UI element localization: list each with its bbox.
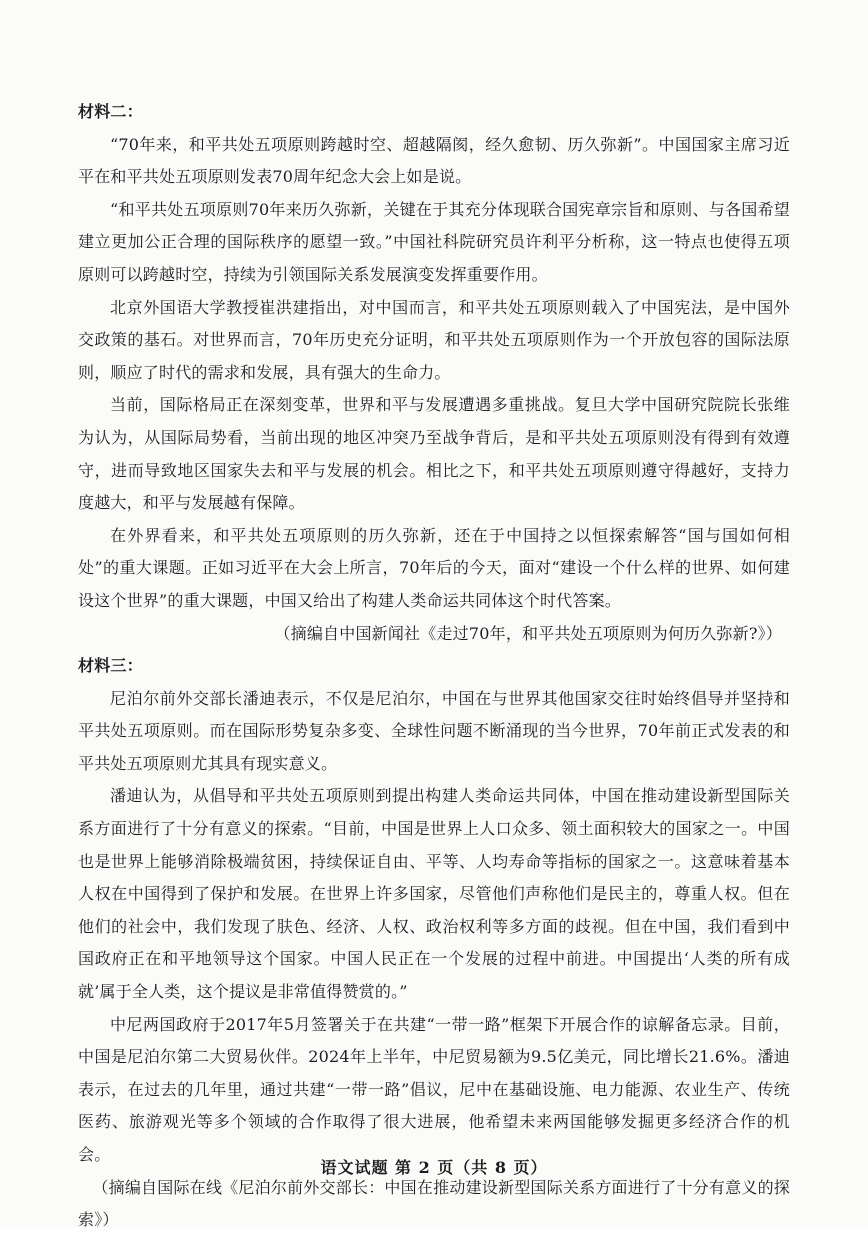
material-two-paragraph-1: “70年来，和平共处五项原则跨越时空、超越隔阂，经久愈韧、历久弥新”。中国国家主席习近平在和平共处五项原则发表70周年纪念大会上如是说。 [78,134,790,187]
material-two-paragraph-4: 当前，国际格局正在深刻变革，世界和平与发展遭遇多重挑战。复旦大学中国研究院院长张维为认为，从国际局势看，当前出现的地区冲突乃至战争背后，是和平共处五项原则没有得到有效遵守，进而导致地区国家失去和平与发展的机会。相比之下，和平共处五项原则遵守得越好，支持力度越大，和平与发展越有保障。 [78,395,790,513]
material-three-heading: 材料三： [78,656,143,676]
material-three-section [78,650,790,1237]
page-content [78,96,790,1237]
material-two-paragraph-3: 北京外国语大学教授崔洪建指出，对中国而言，和平共处五项原则载入了中国宪法，是中国外交政策的基石。对世界而言，70年历史充分证明，和平共处五项原则作为一个开放包容的国际法原则，顺应了时代的需求和发展，具有强大的生命力。 [78,297,790,382]
material-two-paragraph-2: “和平共处五项原则70年来历久弥新，关键在于其充分体现联合国宪章宗旨和原则、与各国希望建立更加公正合理的国际秩序的愿望一致。”中国社科院研究员许利平分析称，这一特点也使得五项原则可以跨越时空，持续为引领国际关系发展演变发挥重要作用。 [78,199,790,284]
page-footer: 语文试题 第 2 页（共 8 页） [320,1158,548,1177]
material-three-source: （摘编自国际在线《尼泊尔前外交部长：中国在推动建设新型国际关系方面进行了十分有意义的探索》） [78,1177,790,1230]
material-two-section [78,96,790,650]
material-two-heading: 材料二： [78,102,143,121]
material-three-paragraph-3: 中尼两国政府于2017年5月签署关于在共建“一带一路”框架下开展合作的谅解备忘录。目前，中国是尼泊尔第二大贸易伙伴。2024年上半年，中尼贸易额为9.5亿美元，同比增长21.6%。潘迪表示，在过去的几年里，通过共建“一带一路”倡议，尼中在基础设施、电力能源、农业生产、传统医药、旅游观光等多个领域的合作取得了很大进展，他希望未来两国能够发掘更多经济合作的机会。 [78,1014,790,1164]
material-two-source: （摘编自中国新闻社《走过70年，和平共处五项原则为何历久弥新?》） [274,623,782,643]
material-two-paragraph-5: 在外界看来，和平共处五项原则的历久弥新，还在于中国持之以恒探索解答“国与国如何相处”的重大课题。正如习近平在大会上所言，70年后的今天，面对“建设一个什么样的世界、如何建设这个世界”的重大课题，中国又给出了构建人类命运共同体这个时代答案。 [78,525,790,610]
material-three-paragraph-2: 潘迪认为，从倡导和平共处五项原则到提出构建人类命运共同体，中国在推动建设新型国际关系方面进行了十分有意义的探索。“目前，中国是世界上人口众多、领土面积较大的国家之一。中国也是世界上能够消除极端贫困，持续保证自由、平等、人均寿命等指标的国家之一。这意味着基本人权在中国得到了保护和发展。在世界上许多国家，尽管他们声称他们是民主的，尊重人权。但在他们的社会中，我们发现了肤色、经济、人权、政治权利等多方面的歧视。但在中国，我们看到中国政府正在和平地领导这个国家。中国人民正在一个发展的过程中前进。中国提出‘人类的所有成就’属于全人类，这个提议是非常值得赞赏的。” [78,786,790,1002]
material-three-paragraph-1: 尼泊尔前外交部长潘迪表示，不仅是尼泊尔，中国在与世界其他国家交往时始终倡导并坚持和平共处五项原则。而在国际形势复杂多变、全球性问题不断涌现的当今世界，70年前正式发表的和平共处五项原则尤其具有现实意义。 [78,688,790,773]
